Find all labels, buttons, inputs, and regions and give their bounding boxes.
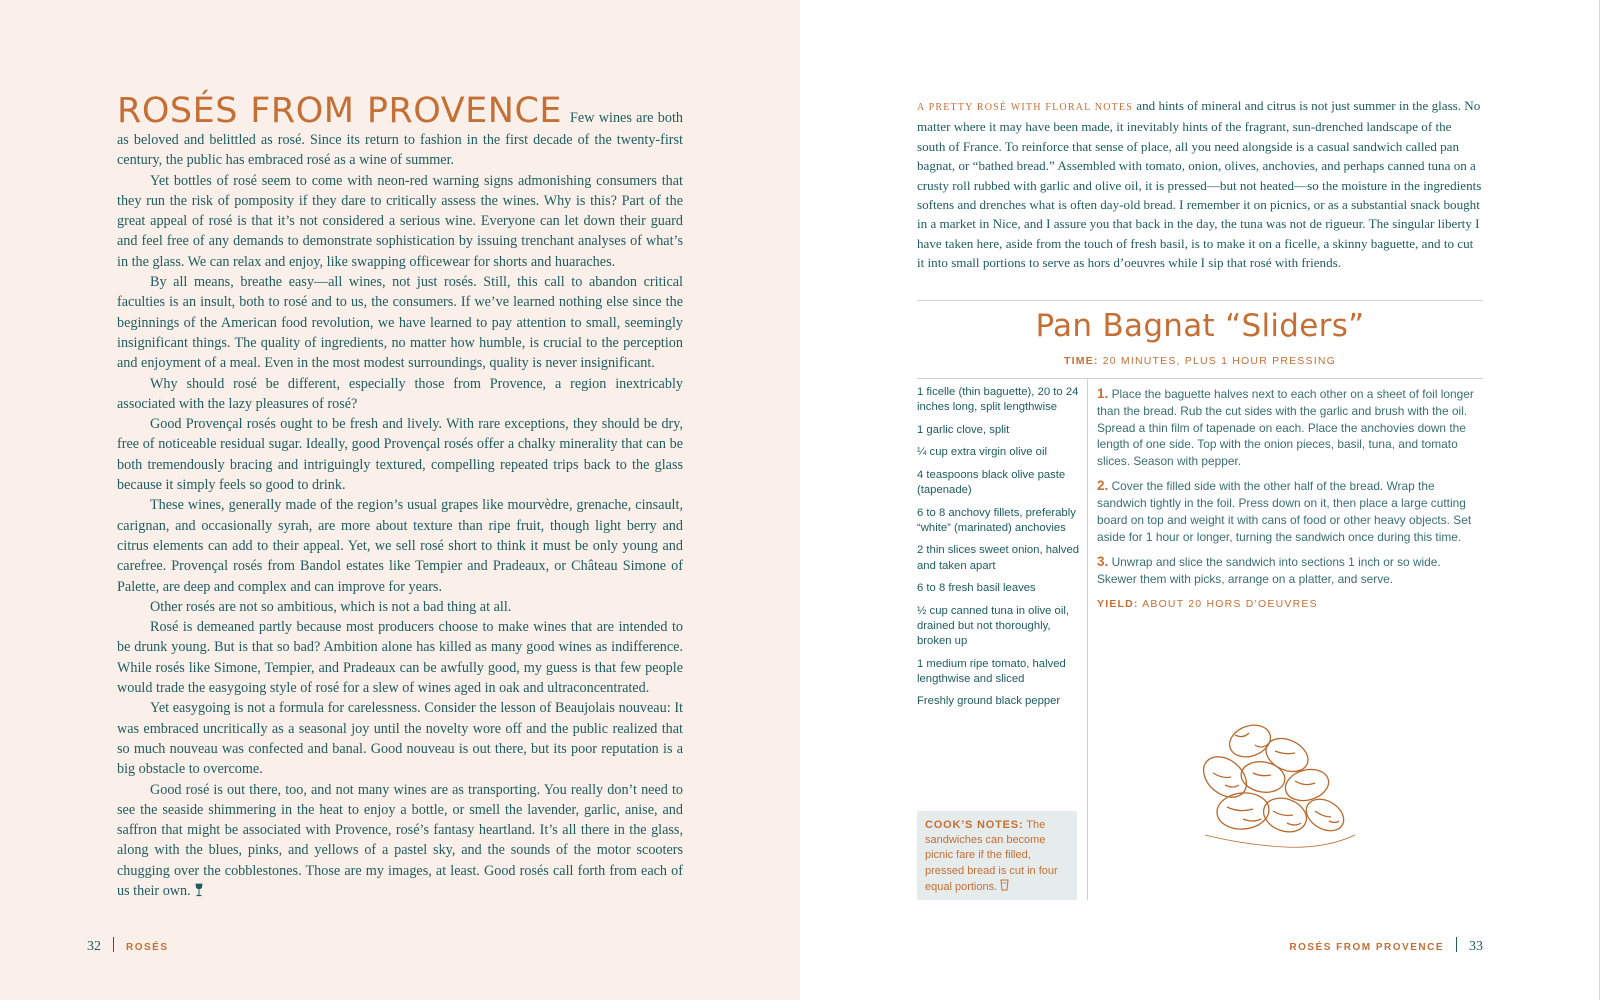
essay-paragraph: By all means, breathe easy—all wines, not just rosés. Still, this call to abandon critical faculties is an insult, both to rosé and to us, the consumers. If we’ve learned nothing else since the beginnings of the American food revolution, we have learned to pay attention to small, seemingly insignificant things. The quality of ingredients, no matter how humble, is crucial to the perception and enjoyment of a meal. Even in the most modest surroundings, quality is never insignificant. (117, 274, 683, 372)
running-head: ROSÉS FROM PROVENCE (1289, 942, 1444, 953)
recipe-yield: YIELD: ABOUT 20 HORS D’OEUVRES (1097, 598, 1318, 611)
method-steps (1097, 386, 1483, 613)
essay-paragraph: Other rosés are not so ambitious, which is not a bad thing at all. (150, 598, 512, 615)
step-number: 3. (1097, 554, 1109, 570)
essay-paragraph: Good Provençal rosés ought to be fresh and lively. With rare exceptions, they should be dry, free of noticeable residual sugar. Ideally, good Provençal rosés offer a chalky minerality that can be both tremendously bracing and intriguingly textured, compelling repeated trips back to the glass because it simply feels so good to drink. (117, 416, 683, 494)
page-number: 33 (1469, 939, 1483, 954)
essay-paragraph: Good rosé is out there, too, and not many wines are as transporting. You really don’t need to see the seaside shimmering in the heat to enjoy a bottle, or smell the lavender, garlic, anise, and saffron that might be associated with Provence, rosé’s fantasy heartland. It’s all there in the glass, along with the blues, pinks, and yellows of a pastel sky, and the sounds of the motor scooters chugging over the cobblestones. Those are my images, at least. Good rosés call forth from each of us their own. (117, 781, 683, 899)
recipe-time: TIME: 20 MINUTES, PLUS 1 HOUR PRESSING (1064, 355, 1336, 367)
method-step: 1. Place the baguette halves next to each other on a sheet of foil longer than the bread. Rub the cut sides with the garlic and brush with the oil. Spread a thin film of tapenade on each. Place the anchovies down the length of one side. Top with the onion pieces, basil, tuna, and tomato slices. Season with pepper. (1097, 386, 1474, 469)
method-step: 3. Unwrap and slice the sandwich into sections 1 inch or so wide. Skewer them with picks, arrange on a platter, and serve. (1097, 554, 1441, 586)
essay-paragraph: Rosé is demeaned partly because most producers choose to make wines that are intended to be drunk young. But is that so bad? Ambition alone has killed as many good wines as indifference. While rosés like Simone, Tempier, and Pradeaux can be awfully good, my guess is that few people would trade the easygoing style of rosé for a slew of wines aged in oak and ultraconcentrated. (117, 619, 683, 697)
cooks-notes-label: COOK’S NOTES: (925, 819, 1024, 831)
footer-divider (1456, 937, 1457, 952)
running-head: ROSÉS (126, 942, 169, 953)
ingredients-list (917, 385, 1080, 717)
step-number: 1. (1097, 386, 1109, 401)
olives-illustration (1195, 715, 1365, 865)
intro-text: and hints of mineral and citrus is not just summer in the glass. No matter where it may have been made, it inevitably hints of the fragrant, sun-drenched landscape of the south of France. To reinforce that sense of place, all you need alongside is a casual sandwich called pan bagnat, or “bathed bread.” Assembled with tomato, onion, olives, anchovies, and perhaps canned tuna on a crusty roll rubbed with garlic and olive oil, it is pressed—but not heated—so the moisture in the ingredients softens and drenches what is often day-old bread. I remember it on picnics, or as a substantial snack bought in a market in Nice, and I assure you that back in the day, the tuna was not de rigueur. The singular liberty I have taken here, aside from the touch of fresh basil, is to make it on a ficelle, a skinny baguette, and to cut it into small portions to serve as hors d’oeuvres while I sip that rosé with friends. (917, 98, 1482, 271)
left-footer (87, 937, 169, 955)
cooks-notes (917, 811, 1077, 900)
divider (917, 300, 1483, 301)
ingredient-item: 1 garlic clove, split (917, 423, 1010, 436)
footer-divider (113, 937, 114, 952)
step-number: 2. (1097, 478, 1109, 494)
wine-glass-icon (194, 883, 204, 897)
ingredient-item: 6 to 8 fresh basil leaves (917, 582, 1036, 595)
method-step: 2. Cover the filled side with the other half of the bread. Wrap the sandwich tightly in the foil. Press down on it, then place a large cutting board on top and weight it with cans of food or other heavy objects. Set aside for 1 hour or longer, turning the sandwich once during this time. (1097, 478, 1472, 544)
divider (917, 378, 1483, 379)
ingredient-item: Freshly ground black pepper (917, 695, 1061, 708)
essay-paragraph: Why should rosé be different, especially those from Provence, a region inextricably associated with the lazy pleasures of rosé? (117, 375, 683, 412)
ingredient-item: 2 thin slices sweet onion, halved and taken apart (917, 544, 1080, 572)
essay-paragraph: ROSÉS FROM PROVENCE Few wines are both as beloved and belittled as rosé. Since its return to fashion in the first decade of the twenty-first century, the public has embraced rosé as a wine of summer. (117, 91, 684, 169)
cup-icon (1000, 879, 1009, 891)
intro-lead: A PRETTY ROSÉ WITH FLORAL NOTES (917, 102, 1133, 113)
cooks-notes-text: The sandwiches can become picnic fare if the filled, pressed bread is cut in four equal portions. (925, 819, 1058, 893)
right-footer (1289, 937, 1483, 955)
recipe-intro (917, 96, 1483, 273)
page-number: 32 (87, 939, 101, 954)
recipe-title: Pan Bagnat “Sliders” (1035, 308, 1365, 344)
ingredient-item: ½ cup canned tuna in olive oil, drained but not thoroughly, broken up (917, 604, 1069, 648)
ingredient-item: 1 medium ripe tomato, halved lengthwise and sliced (917, 657, 1066, 685)
ingredient-item: 1 ficelle (thin baguette), 20 to 24 inches long, split lengthwise (917, 386, 1079, 414)
essay-paragraph: These wines, generally made of the region’s usual grapes like mourvèdre, grenache, cinsault, carignan, and occasionally syrah, are more about texture than ripe fruit, though light berry and citrus elements can add to their appeal. Yet, we sell rosé short to think it must be only young and carefree. Provençal rosés from Bandol estates like Tempier and Pradeaux, or Château Simone of Palette, are deep and complex and can improve for years. (117, 497, 683, 595)
essay-body (117, 92, 683, 901)
column-divider (1087, 379, 1088, 900)
essay-paragraph: Yet bottles of rosé seem to come with neon-red warning signs admonishing consumers that they run the risk of pomposity if they dare to critically assess the wines. Why is this? Part of the great appeal of rosé is that it’s not considered a serious wine. Everyone can let down their guard and feel free of any demands to demonstrate sophistication by issuing trenchant analyses of what’s in the glass. We can relax and enjoy, like swapping officewear for shorts and huaraches. (117, 172, 683, 270)
ingredient-item: 4 teaspoons black olive paste (tapenade) (917, 468, 1066, 497)
ingredient-item: ¼ cup extra virgin olive oil (917, 446, 1047, 459)
essay-paragraph: Yet easygoing is not a formula for carelessness. Consider the lesson of Beaujolais nouveau: It was embraced uncritically as a seasonal joy until the novelty wore off and the public realized that so much nouveau was confected and banal. Good nouveau is out there, but its poor reputation is a big obstacle to overcome. (117, 700, 683, 778)
page-title: ROSÉS FROM PROVENCE (117, 91, 563, 131)
ingredient-item: 6 to 8 anchovy fillets, preferably “white” (marinated) anchovies (917, 506, 1076, 534)
